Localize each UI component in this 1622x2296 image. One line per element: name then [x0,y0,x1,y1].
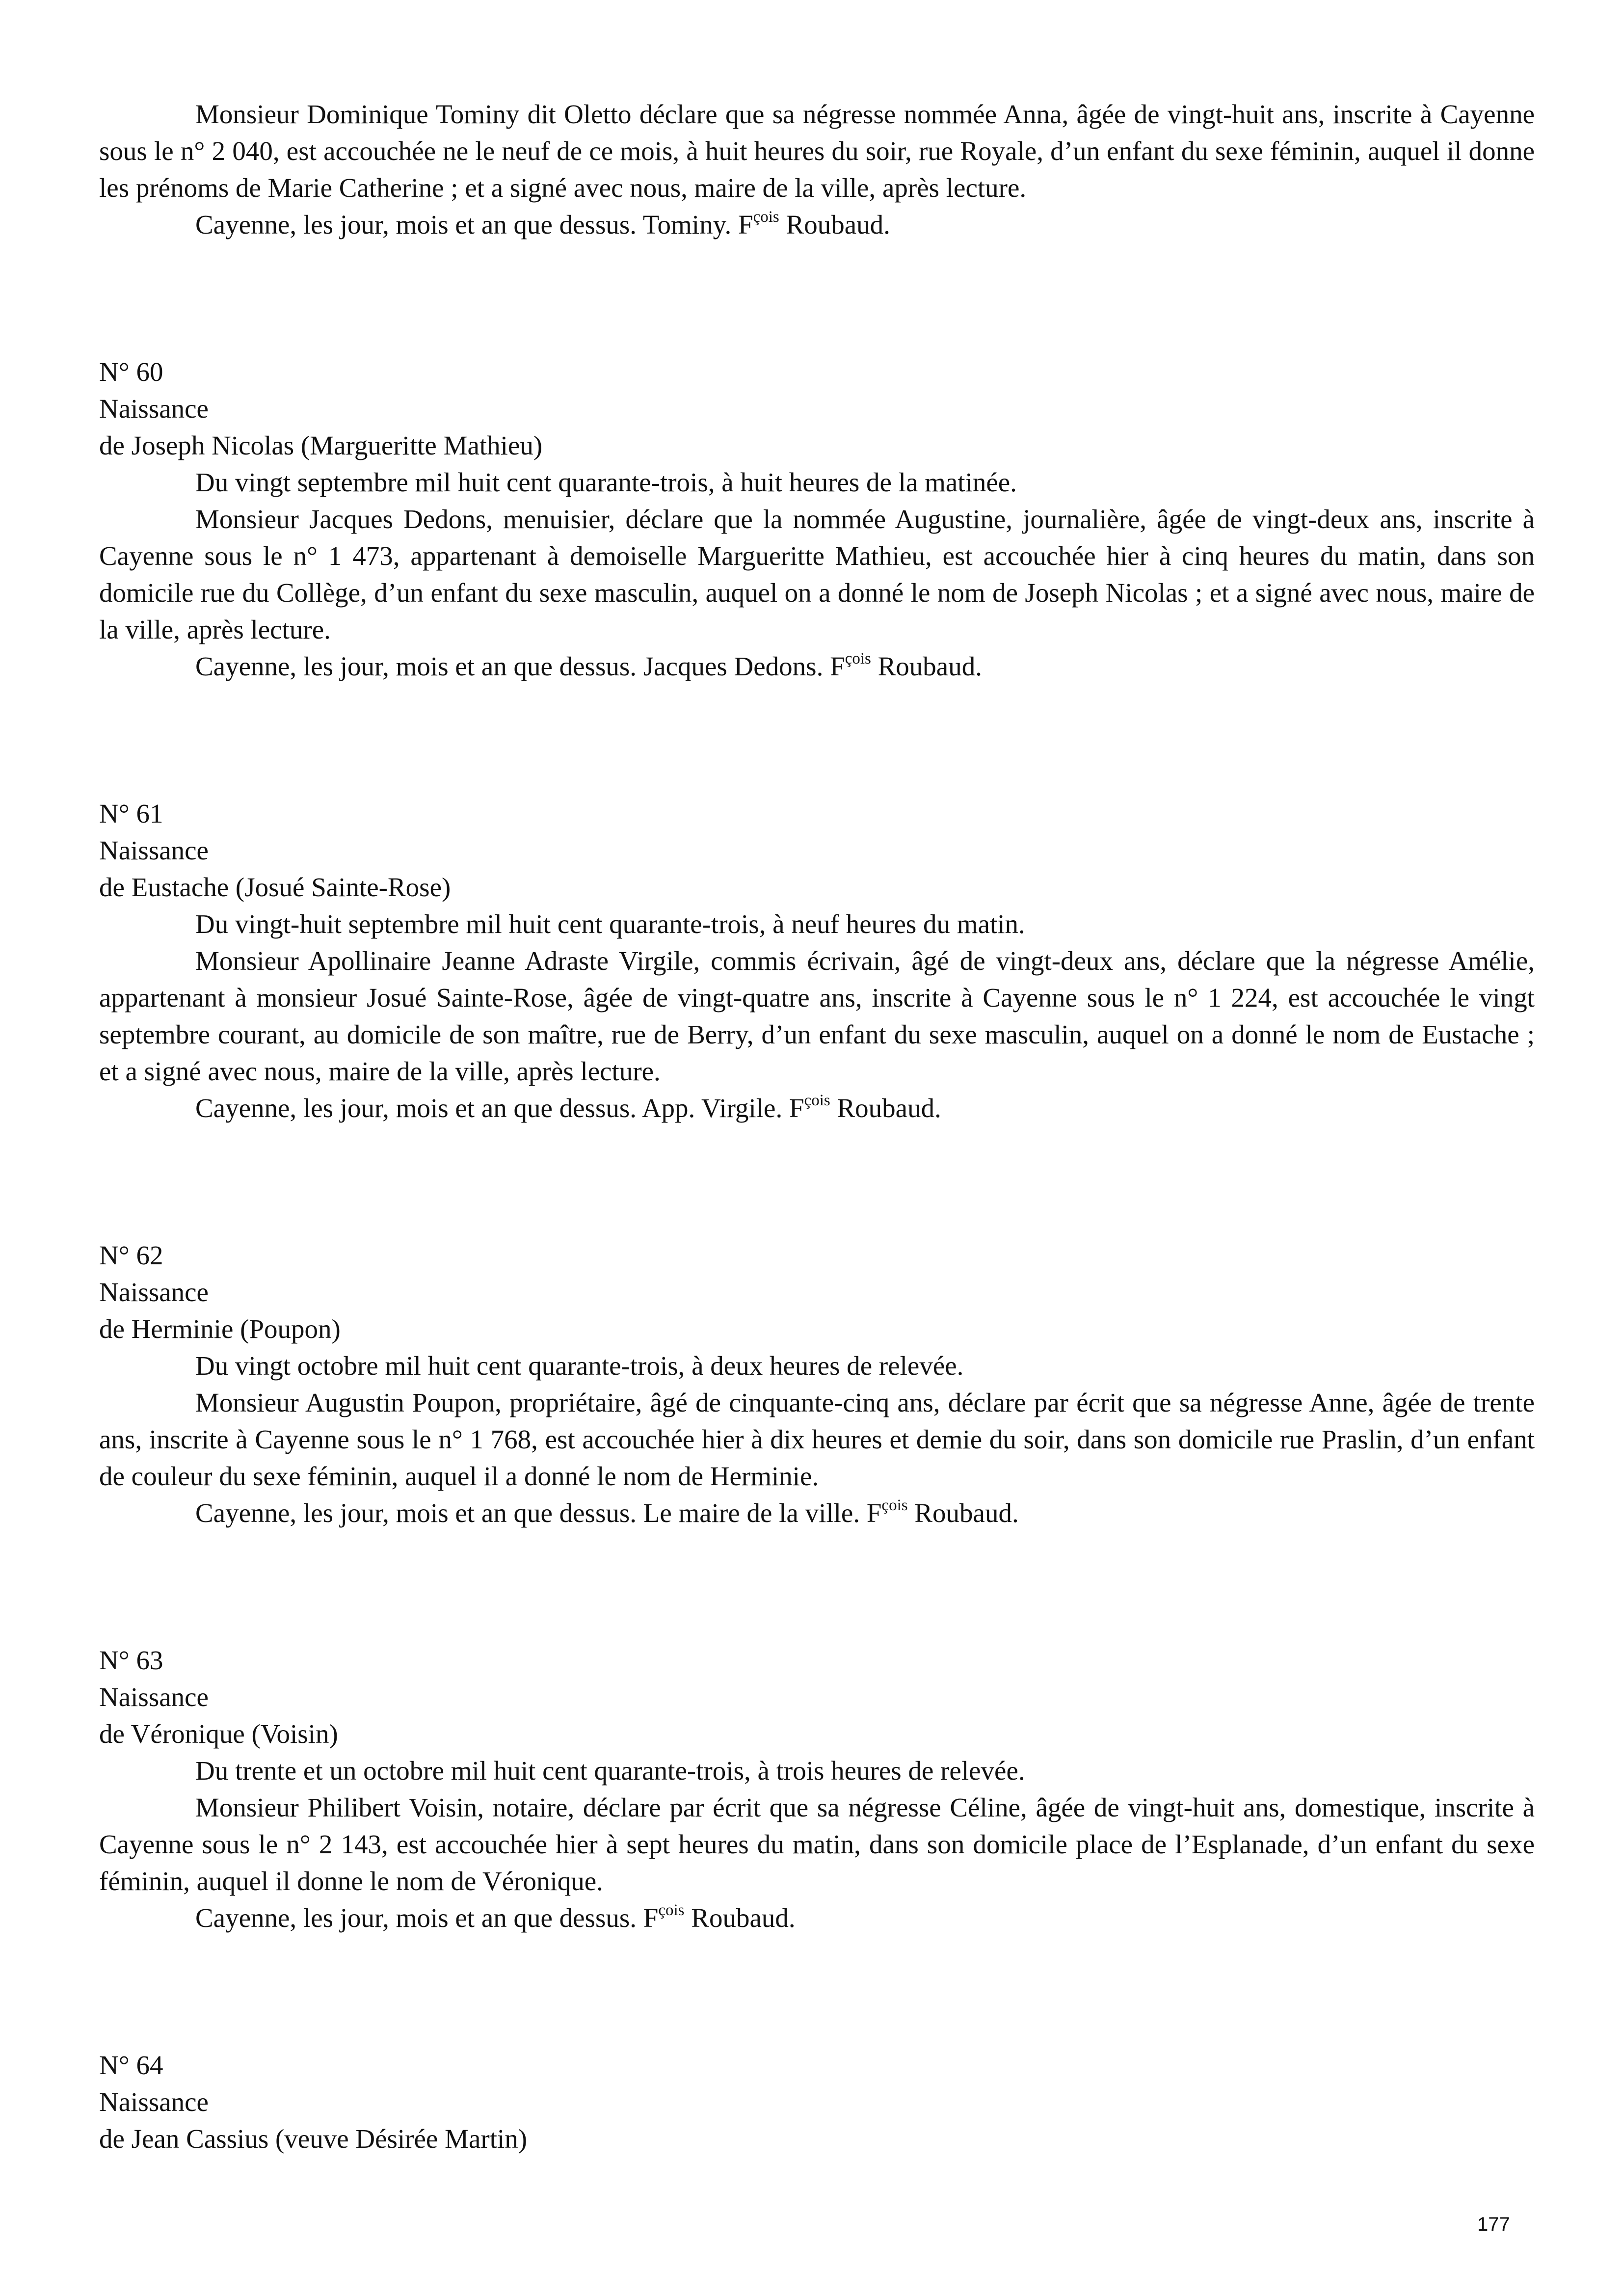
entry-subject: de Herminie (Poupon) [99,1314,341,1344]
entry-paragraph: Monsieur Philibert Voisin, notaire, déclare par écrit que sa négresse Céline, âgée de vingt-huit ans, domestique, inscrite à Cayenne sous le n° 2 143, est accouchée hier à sept heures du matin, dans son domicile place de l’Esplanade, d’un enfant du sexe féminin, auquel il donne le nom de Véronique. [99,1792,1535,1896]
entry-paragraph: Monsieur Jacques Dedons, menuisier, déclare que la nommée Augustine, journalière, âgée de vingt-deux ans, inscrite à Cayenne sous le n° 1 473, appartenant à demoiselle Margueritte Mathieu, est accouchée hier à cinq heures du matin, dans son domicile rue du Collège, d’un enfant du sexe masculin, auquel on a donné le nom de Joseph Nicolas ; et a signé avec nous, maire de la ville, après lecture. [99,504,1535,644]
entry-type: Naissance [99,2087,209,2117]
entry-number: N° 61 [99,799,163,828]
entry-date: Du vingt-huit septembre mil huit cent quarante-trois, à neuf heures du matin. [195,909,1025,939]
entry-date: Du trente et un octobre mil huit cent quarante-trois, à trois heures de relevée. [195,1756,1025,1786]
closing-superscript: çois [658,1901,685,1919]
closing-signature: Roubaud. [684,1903,796,1933]
entry-date: Du vingt octobre mil huit cent quarante-trois, à deux heures de relevée. [195,1351,964,1381]
closing-superscript: çois [881,1496,908,1514]
entry-closing [99,1495,1535,1531]
closing-text: Cayenne, les jour, mois et an que dessus. App. Virgile. F [195,1093,804,1123]
closing-signature: Roubaud. [907,1498,1019,1528]
closing-text: Cayenne, les jour, mois et an que dessus. F [195,1903,659,1933]
closing-signature: Roubaud. [830,1093,941,1123]
closing-signature: Roubaud. [871,651,982,681]
closing-superscript: çois [753,208,779,226]
entry-60 [99,353,1535,685]
entry-paragraph: Monsieur Augustin Poupon, propriétaire, âgé de cinquante-cinq ans, déclare par écrit que sa négresse Anne, âgée de trente ans, inscrite à Cayenne sous le n° 1 768, est accouchée hier à dix heures et demie du soir, dans son domicile rue Praslin, d’un enfant de couleur du sexe féminin, auquel il a donné le nom de Herminie. [99,1388,1535,1491]
entry-number: N° 62 [99,1240,163,1270]
entry-62 [99,1237,1535,1531]
entry-date: Du vingt septembre mil huit cent quarante-trois, à huit heures de la matinée. [195,467,1017,497]
closing-signature: Roubaud. [779,210,890,240]
entry-type: Naissance [99,835,209,865]
entry-paragraph: Monsieur Dominique Tominy dit Oletto déclare que sa négresse nommée Anna, âgée de vingt-huit ans, inscrite à Cayenne sous le n° 2 040, est accouchée ne le neuf de ce mois, à huit heures du soir, rue Royale, d’un enfant du sexe féminin, auquel il donne les prénoms de Marie Catherine ; et a signé avec nous, maire de la ville, après lecture. [99,99,1535,203]
entry-61 [99,795,1535,1126]
entry-type: Naissance [99,1682,209,1712]
entry-closing [99,206,1535,243]
document-body [99,96,1535,2157]
closing-text: Cayenne, les jour, mois et an que dessus. Le maire de la ville. F [195,1498,882,1528]
closing-superscript: çois [845,650,871,667]
closing-superscript: çois [804,1092,830,1109]
entry-paragraph: Monsieur Apollinaire Jeanne Adraste Virgile, commis écrivain, âgé de vingt-deux ans, déclare que la négresse Amélie, appartenant à monsieur Josué Sainte-Rose, âgée de vingt-quatre ans, inscrite à Cayenne sous le n° 1 224, est accouchée le vingt septembre courant, au domicile de son maître, rue de Berry, d’un enfant du sexe masculin, auquel on a donné le nom de Eustache ; et a signé avec nous, maire de la ville, après lecture. [99,946,1535,1086]
entry-type: Naissance [99,394,209,424]
entry-number: N° 60 [99,357,163,387]
closing-text: Cayenne, les jour, mois et an que dessus. Tominy. F [195,210,753,240]
entry-continued [99,96,1535,243]
entry-subject: de Véronique (Voisin) [99,1719,338,1749]
entry-64 [99,2047,1535,2157]
entry-type: Naissance [99,1277,209,1307]
entry-63 [99,1642,1535,1936]
closing-text: Cayenne, les jour, mois et an que dessus. Jacques Dedons. F [195,651,845,681]
entry-subject: de Joseph Nicolas (Margueritte Mathieu) [99,430,543,460]
entry-subject: de Eustache (Josué Sainte-Rose) [99,872,451,902]
entry-closing [99,648,1535,685]
entry-number: N° 64 [99,2050,163,2080]
entry-number: N° 63 [99,1645,163,1675]
page-number: 177 [1477,2214,1510,2235]
entry-closing [99,1899,1535,1936]
entry-closing [99,1090,1535,1126]
entry-subject: de Jean Cassius (veuve Désirée Martin) [99,2124,528,2154]
